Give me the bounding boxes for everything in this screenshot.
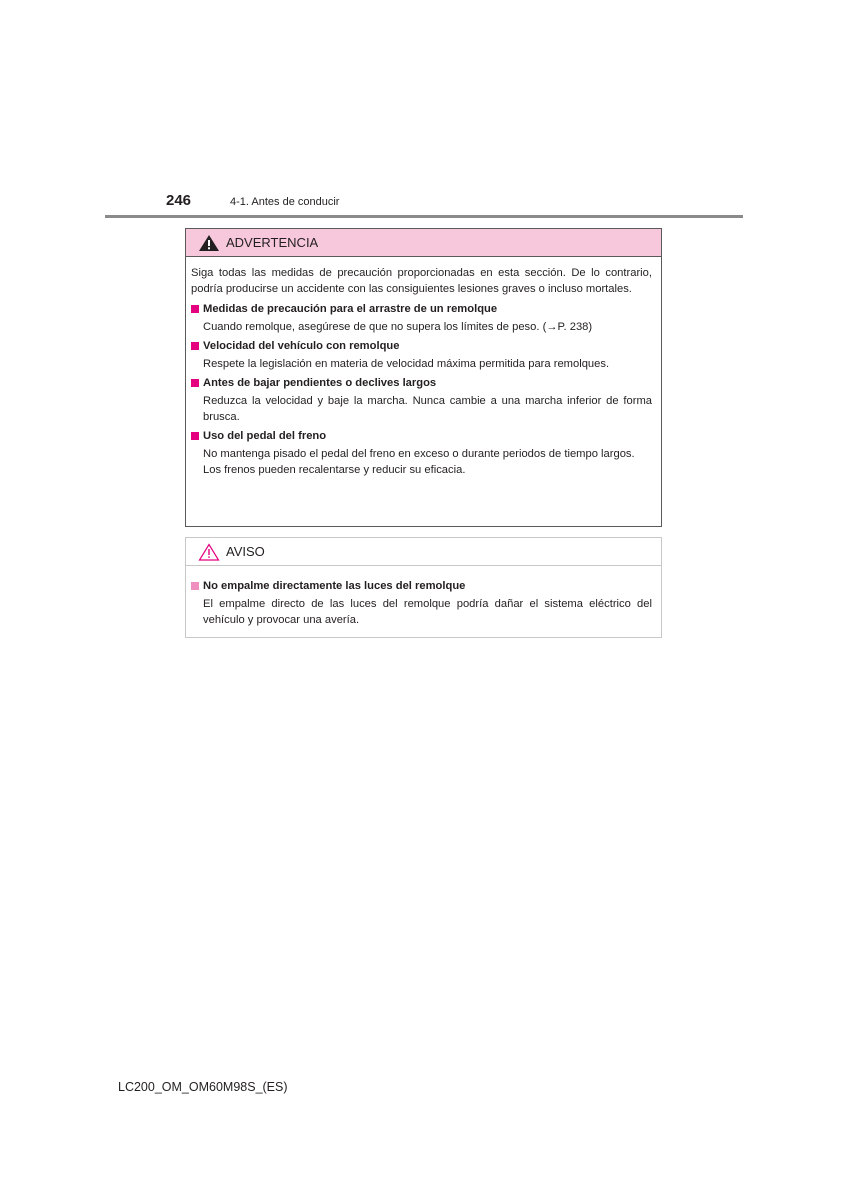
warning-header xyxy=(186,229,661,257)
page-number: 246 xyxy=(166,192,192,209)
header-rule xyxy=(105,215,743,218)
warning-title: ADVERTENCIA xyxy=(226,235,319,250)
notice-item-body xyxy=(191,596,652,628)
square-bullet-icon xyxy=(191,305,199,313)
notice-header xyxy=(186,538,661,566)
warning-item-heading xyxy=(191,338,652,354)
notice-title: AVISO xyxy=(226,544,265,559)
warning-item xyxy=(191,338,652,372)
notice-item xyxy=(191,578,652,628)
square-bullet-icon xyxy=(191,379,199,387)
warning-item-title: Uso del pedal del freno xyxy=(203,430,327,442)
caution-triangle-outline-icon xyxy=(198,543,220,561)
warning-item-heading xyxy=(191,428,652,444)
warning-item xyxy=(191,375,652,425)
warning-item-text: Respete la legislación en materia de velocidad máxima permitida para remolques. xyxy=(203,358,610,370)
square-bullet-icon xyxy=(191,342,199,350)
footer-code: LC200_OM_OM60M98S_(ES) xyxy=(118,1080,288,1094)
warning-item-text: No mantenga pisado el pedal del freno en exceso o durante periodos de tiempo largos. xyxy=(203,448,635,460)
section-title: 4-1. Antes de conducir xyxy=(230,196,340,208)
warning-item-text: Reduzca la velocidad y baje la marcha. Nunca cambie a una marcha inferior de forma brusca. xyxy=(203,395,652,423)
notice-box xyxy=(185,537,662,638)
warning-item-body xyxy=(191,319,652,335)
warning-body xyxy=(186,257,661,478)
warning-item-body xyxy=(191,356,652,372)
warning-item xyxy=(191,428,652,478)
square-bullet-icon xyxy=(191,582,199,590)
warning-item-heading xyxy=(191,375,652,391)
warning-item-title: Velocidad del vehículo con remolque xyxy=(203,340,400,352)
warning-item-body xyxy=(191,446,652,478)
warning-intro: Siga todas las medidas de precaución proporcionadas en esta sección. De lo contrario, podría producirse un accidente con las consiguientes lesiones graves o incluso mortales. xyxy=(191,267,652,295)
notice-item-title: No empalme directamente las luces del remolque xyxy=(203,580,466,592)
warning-item-title: Antes de bajar pendientes o declives largos xyxy=(203,377,437,389)
warning-item-text-extra: Los frenos pueden recalentarse y reducir su eficacia. xyxy=(203,464,466,476)
notice-item-heading xyxy=(191,578,652,594)
notice-item-text: El empalme directo de las luces del remolque podría dañar el sistema eléctrico del vehículo y provocar una avería. xyxy=(203,598,652,626)
warning-item-heading xyxy=(191,301,652,317)
notice-body xyxy=(186,566,661,628)
square-bullet-icon xyxy=(191,432,199,440)
warning-box xyxy=(185,228,662,527)
warning-item-text: Cuando remolque, asegúrese de que no supera los límites de peso. (→P. 238) xyxy=(203,321,593,333)
warning-item-title: Medidas de precaución para el arrastre de un remolque xyxy=(203,303,498,315)
warning-triangle-icon xyxy=(198,234,220,252)
warning-item xyxy=(191,301,652,335)
warning-item-body xyxy=(191,393,652,425)
